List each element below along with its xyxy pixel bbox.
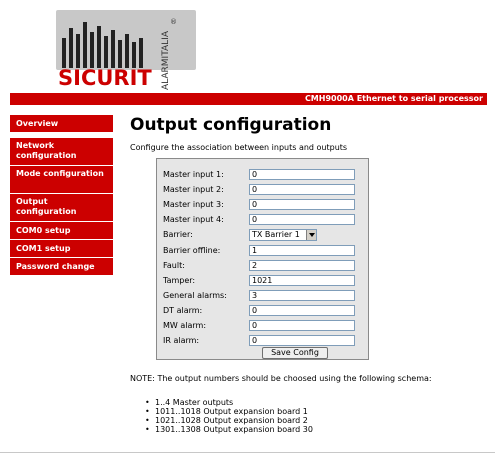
mw-alarm-field[interactable]: [249, 320, 355, 331]
logo-subtext: ALARMITALIA: [161, 31, 171, 90]
sidebar-item-label: COM0 setup: [16, 226, 71, 235]
sidebar-item-label: Overview: [16, 119, 59, 128]
field-label: Fault:: [163, 261, 185, 270]
device-title: CMH9000A Ethernet to serial processor: [304, 94, 483, 103]
barrier-select-value: TX Barrier 1: [252, 230, 300, 239]
schema-list: [145, 398, 313, 434]
barrier-offline-field[interactable]: [249, 245, 355, 256]
master-input-3-field[interactable]: [249, 199, 355, 210]
logo-wordmark: SICURIT: [58, 66, 152, 90]
footer-divider: [0, 452, 495, 453]
field-label: Master input 4:: [163, 215, 224, 224]
general-alarms-field[interactable]: [249, 290, 355, 301]
field-label: Barrier:: [163, 230, 193, 239]
sidebar-item-label: Password change: [16, 262, 95, 271]
field-label: DT alarm:: [163, 306, 203, 315]
chevron-down-icon[interactable]: [306, 230, 316, 240]
sidebar-item-label: COM1 setup: [16, 244, 71, 253]
field-label: General alarms:: [163, 291, 227, 300]
barrier-select[interactable]: [249, 229, 317, 241]
sidebar-item-com0-setup[interactable]: [10, 222, 113, 240]
list-item: • 1021..1028 Output expansion board 2: [145, 416, 313, 425]
schema-note: NOTE: The output numbers should be choosed using the following schema:: [130, 374, 432, 383]
device-title-bar: [10, 93, 487, 105]
field-label: Barrier offline:: [163, 246, 221, 255]
field-label: IR alarm:: [163, 336, 200, 345]
ir-alarm-field[interactable]: [249, 335, 355, 346]
page-title: Output configuration: [130, 115, 332, 135]
page-subtitle: Configure the association between inputs and outputs: [130, 143, 348, 152]
field-label: MW alarm:: [163, 321, 207, 330]
sidebar-item-password-change[interactable]: [10, 258, 113, 276]
field-label: Tamper:: [163, 276, 196, 285]
sidebar-item-network-configuration[interactable]: [10, 138, 113, 166]
registered-mark: ®: [170, 18, 177, 26]
sidebar-item-label: Output configuration: [16, 197, 77, 216]
field-label: Master input 2:: [163, 185, 224, 194]
sidebar-item-overview[interactable]: [10, 115, 113, 133]
master-input-2-field[interactable]: [249, 184, 355, 195]
fault-field[interactable]: [249, 260, 355, 271]
list-item: • 1011..1018 Output expansion board 1: [145, 407, 313, 416]
sidebar-item-label: Network configuration: [16, 141, 77, 160]
sidebar-item-output-configuration[interactable]: [10, 194, 113, 222]
list-item: • 1301..1308 Output expansion board 30: [145, 425, 313, 434]
sicurit-logo: [48, 8, 204, 93]
master-input-4-field[interactable]: [249, 214, 355, 225]
sidebar-item-label: Mode configuration: [16, 169, 104, 178]
field-label: Master input 3:: [163, 200, 224, 209]
output-config-form: [156, 158, 369, 360]
sidebar-item-com1-setup[interactable]: [10, 240, 113, 258]
sidebar-item-mode-configuration[interactable]: [10, 166, 113, 194]
field-label: Master input 1:: [163, 170, 224, 179]
save-config-button[interactable]: Save Config: [262, 347, 328, 359]
master-input-1-field[interactable]: [249, 169, 355, 180]
sidebar-nav: [10, 115, 113, 276]
dt-alarm-field[interactable]: [249, 305, 355, 316]
list-item: • 1..4 Master outputs: [145, 398, 313, 407]
tamper-field[interactable]: [249, 275, 355, 286]
